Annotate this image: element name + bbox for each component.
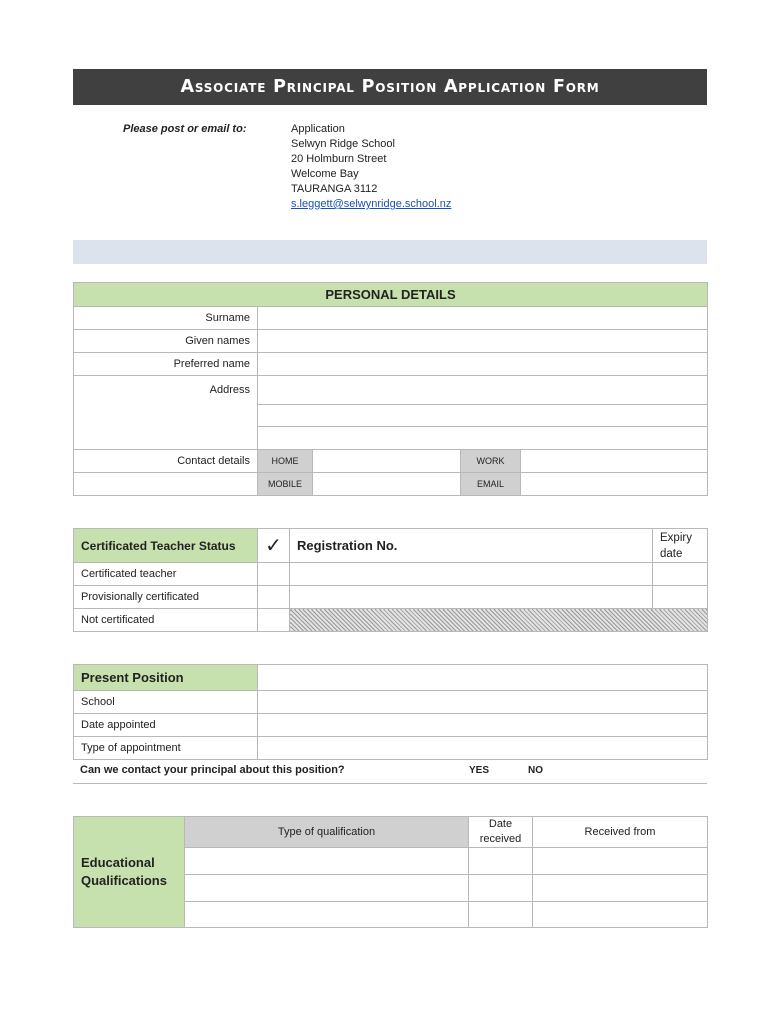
- mobile-phone-field[interactable]: [313, 473, 461, 496]
- separator-band: [73, 240, 707, 264]
- provisional-registration-field[interactable]: [290, 586, 653, 609]
- surname-field[interactable]: [258, 307, 708, 330]
- present-position-table: [73, 664, 708, 760]
- date-received-field[interactable]: [469, 848, 533, 875]
- address-field-line-2[interactable]: [258, 405, 708, 427]
- email-link[interactable]: s.leggett@selwynridge.school.nz: [291, 198, 452, 210]
- form-title: [73, 69, 707, 105]
- not-certificated-checkbox[interactable]: [258, 609, 290, 632]
- teacher-status-table: [73, 528, 708, 632]
- address-line: TAURANGA 3112: [291, 183, 378, 195]
- school-field[interactable]: [258, 691, 708, 714]
- address-line: 20 Holmburn Street: [291, 153, 387, 165]
- no-option[interactable]: NO: [528, 765, 543, 776]
- mobile-label: MOBILE: [258, 473, 313, 496]
- home-phone-field[interactable]: [313, 450, 461, 473]
- qualification-type-header: Type of qualification: [185, 817, 469, 848]
- form-title-text: Associate Principal Position Application Form: [180, 77, 600, 97]
- personal-details-heading: PERSONAL DETAILS: [74, 283, 708, 307]
- yes-option[interactable]: YES: [469, 765, 490, 776]
- provisionally-certificated-label: Provisionally certificated: [74, 586, 258, 609]
- appointment-type-label: Type of appointment: [74, 737, 258, 760]
- work-phone-field[interactable]: [521, 450, 708, 473]
- address-line: Application: [291, 123, 345, 135]
- appointment-type-field[interactable]: [258, 737, 708, 760]
- received-from-field[interactable]: [533, 902, 708, 928]
- registration-label: Registration No.: [290, 529, 653, 563]
- home-label: HOME: [258, 450, 313, 473]
- preferred-name-label: Preferred name: [74, 353, 258, 376]
- present-position-field[interactable]: [258, 665, 708, 691]
- teacher-status-heading: Certificated Teacher Status: [74, 529, 258, 563]
- date-received-field[interactable]: [469, 875, 533, 902]
- school-label: School: [74, 691, 258, 714]
- educational-qualifications-heading: Educational Qualifications: [74, 817, 185, 928]
- expiry-date-field[interactable]: [653, 563, 708, 586]
- personal-details-table: [73, 282, 708, 496]
- preferred-name-field[interactable]: [258, 353, 708, 376]
- address-line: Welcome Bay: [291, 168, 359, 180]
- received-from-field[interactable]: [533, 848, 708, 875]
- certificated-teacher-label: Certificated teacher: [74, 563, 258, 586]
- received-from-header: Received from: [533, 817, 708, 848]
- contact-details-label: Contact details: [74, 450, 258, 473]
- check-icon: ✓: [258, 529, 290, 563]
- email-field[interactable]: [521, 473, 708, 496]
- address-field-line-3[interactable]: [258, 427, 708, 450]
- address-label: Address: [74, 376, 258, 450]
- contact-principal-question: Can we contact your principal about this position?: [80, 764, 345, 776]
- date-received-field[interactable]: [469, 902, 533, 928]
- qualification-type-field[interactable]: [185, 902, 469, 928]
- contact-spacer: [74, 473, 258, 496]
- address-line: Selwyn Ridge School: [291, 138, 395, 150]
- qualifications-table: [73, 816, 708, 928]
- expiry-date-label: Expiry date: [653, 529, 708, 563]
- work-label: WORK: [461, 450, 521, 473]
- registration-number-field[interactable]: [290, 563, 653, 586]
- email-label: EMAIL: [461, 473, 521, 496]
- not-certificated-label: Not certificated: [74, 609, 258, 632]
- date-appointed-field[interactable]: [258, 714, 708, 737]
- date-appointed-label: Date appointed: [74, 714, 258, 737]
- date-received-header: Date received: [469, 817, 533, 848]
- postal-address: [291, 122, 451, 212]
- contact-principal-row: [73, 760, 707, 784]
- qualification-type-field[interactable]: [185, 875, 469, 902]
- provisionally-certificated-checkbox[interactable]: [258, 586, 290, 609]
- post-label: Please post or email to:: [123, 123, 247, 135]
- given-names-label: Given names: [74, 330, 258, 353]
- given-names-field[interactable]: [258, 330, 708, 353]
- provisional-expiry-field[interactable]: [653, 586, 708, 609]
- qualification-type-field[interactable]: [185, 848, 469, 875]
- address-field-line-1[interactable]: [258, 376, 708, 405]
- present-position-heading: Present Position: [74, 665, 258, 691]
- certificated-teacher-checkbox[interactable]: [258, 563, 290, 586]
- surname-label: Surname: [74, 307, 258, 330]
- not-applicable-hatch: [290, 609, 708, 632]
- received-from-field[interactable]: [533, 875, 708, 902]
